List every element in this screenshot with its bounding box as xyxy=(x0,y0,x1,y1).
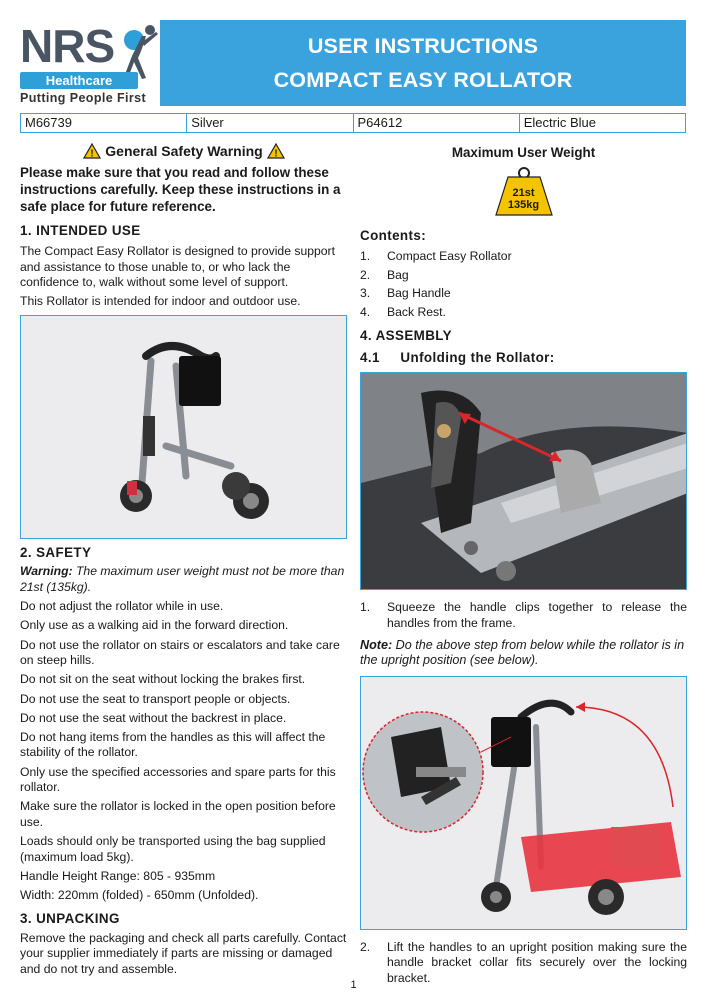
unpacking-heading: 3. UNPACKING xyxy=(20,910,120,926)
list-item-number: 2. xyxy=(360,267,371,282)
intended-use-text: The Compact Easy Rollator is designed to provide support and assistance to those unable to, or who lack the confidence to, walk without some level of support. xyxy=(20,244,336,290)
list-item-text: Bag xyxy=(387,267,409,282)
contents-heading: Contents: xyxy=(360,228,427,243)
safety-item: Loads should only be transported using the bag supplied (maximum load 5kg). xyxy=(20,834,326,864)
warning-text: Please make sure that you read and follow these instructions carefully. Keep these instructions in a safe place for future reference. xyxy=(20,165,341,214)
weight-kg: 135kg xyxy=(507,199,540,211)
safety-item: Do not use the seat without the backrest in place. xyxy=(20,710,287,725)
step-1 xyxy=(360,600,687,631)
note xyxy=(360,638,687,669)
note-label: Note: xyxy=(360,637,393,652)
step-text: Lift the handles to an upright position making sure the handle bracket collar fits securely over the locking bracket. xyxy=(387,939,687,985)
safety-item: Do not sit on the seat without locking the brakes first. xyxy=(20,672,306,687)
code-cell: Silver xyxy=(187,114,353,132)
intended-use-location: This Rollator is intended for indoor and outdoor use. xyxy=(20,293,301,308)
code-cell: M66739 xyxy=(21,114,187,132)
right-column xyxy=(360,140,687,987)
safety-item: Do not hang items from the handles as this will affect the stability of the rollator. xyxy=(20,729,326,760)
safety-warning xyxy=(20,564,348,595)
unfolding-photo xyxy=(360,676,687,930)
safety-warning-label: Warning: xyxy=(20,564,73,579)
list-item xyxy=(360,305,687,321)
warning-triangle-icon xyxy=(83,143,101,159)
safety-item: Make sure the rollator is locked in the open position before use. xyxy=(20,799,336,830)
svg-text:!: ! xyxy=(90,148,94,159)
safety-item: Only use the specified accessories and spare parts for this rollator. xyxy=(20,764,336,795)
step-text: Squeeze the handle clips together to release the handles from the frame. xyxy=(387,600,687,630)
weight-badge xyxy=(494,167,554,217)
handle-clip-illustration xyxy=(361,373,687,590)
list-item xyxy=(360,268,687,284)
nrs-healthcare-logo xyxy=(20,22,160,107)
logo-healthcare-badge: Healthcare xyxy=(20,72,138,89)
step-number: 2. xyxy=(360,939,371,954)
handle-clip-photo xyxy=(360,372,687,590)
list-item-text: Compact Easy Rollator xyxy=(387,249,512,263)
safety-item: Width: 220mm (folded) - 650mm (Unfolded). xyxy=(20,888,259,903)
list-item xyxy=(360,249,687,265)
warning-heading-text: General Safety Warning xyxy=(105,143,263,159)
intended-use-heading: 1. INTENDED USE xyxy=(20,223,141,238)
safety-item: Only use as a walking aid in the forward direction. xyxy=(20,618,289,633)
safety-heading: 2. SAFETY xyxy=(20,545,92,561)
safety-item: Handle Height Range: 805 - 935mm xyxy=(20,869,216,883)
list-item xyxy=(360,286,687,302)
list-item-text: Back Rest. xyxy=(387,304,446,319)
safety-warning-text: The maximum user weight must not be more than 21st (135kg). xyxy=(20,564,345,594)
step-number: 1. xyxy=(360,600,371,615)
page-title: USER INSTRUCTIONS xyxy=(307,34,539,58)
note-text: Do the above step from below while the rollator is in the upright position (see below). xyxy=(360,637,685,668)
code-cell: P64612 xyxy=(354,114,520,132)
unfolding-heading: 4.1 Unfolding the Rollator: xyxy=(360,350,555,366)
product-code-table xyxy=(20,113,686,133)
code-cell: Electric Blue xyxy=(523,115,596,130)
safety-item: Do not adjust the rollator while in use. xyxy=(20,599,224,614)
weight-st: 21st xyxy=(512,187,535,199)
unfolding-illustration xyxy=(361,677,687,930)
left-column xyxy=(20,140,348,978)
list-item-number: 1. xyxy=(360,249,371,263)
safety-item: Do not use the seat to transport people or objects. xyxy=(20,691,291,706)
svg-text:!: ! xyxy=(274,148,278,159)
title-banner xyxy=(160,20,686,106)
list-item xyxy=(360,600,687,631)
contents-list xyxy=(360,249,687,320)
warning-triangle-icon xyxy=(267,143,285,159)
logo-brand: NRS xyxy=(20,20,115,72)
list-item-number: 4. xyxy=(360,304,371,319)
logo-tagline: Putting People First xyxy=(20,91,147,105)
rollator-illustration xyxy=(21,316,347,539)
list-item-text: Bag Handle xyxy=(387,286,451,301)
unpacking-text: Remove the packaging and check all parts carefully. Contact your supplier immediately if parts are missing or damaged and do not try and assemble. xyxy=(20,930,347,976)
general-safety-warning-heading xyxy=(20,143,348,159)
safety-list xyxy=(20,599,348,904)
list-item-number: 3. xyxy=(360,286,371,301)
assembly-heading: 4. ASSEMBLY xyxy=(360,328,452,344)
product-title: COMPACT EASY ROLLATOR xyxy=(273,68,573,92)
max-weight-heading: Maximum User Weight xyxy=(451,145,596,160)
page-number: 1 xyxy=(350,979,357,991)
safety-item: Do not use the rollator on stairs or escalators and take care on steep hills. xyxy=(20,637,340,668)
rollator-photo xyxy=(20,315,347,539)
